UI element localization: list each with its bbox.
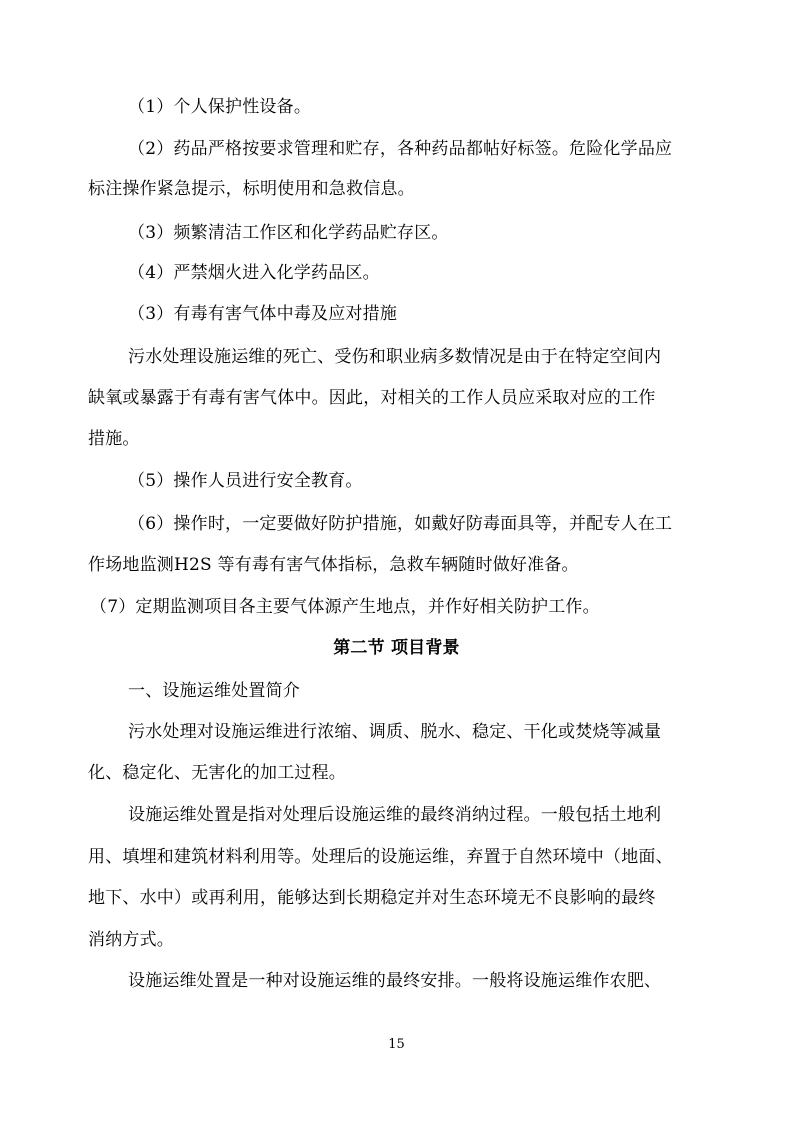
list-item-3: （3）频繁清洁工作区和化学药品贮存区。 <box>128 223 449 243</box>
list-item-7: （7）定期监测项目各主要气体源产生地点，并作好相关防护工作。 <box>90 597 600 617</box>
list-item-4: （4）严禁烟火进入化学药品区。 <box>128 263 380 283</box>
paragraph-line: 设施运维处置是一种对设施运维的最终安排。一般将设施运维作农肥、 <box>128 971 662 991</box>
subsection-heading: 一、设施运维处置简介 <box>128 681 300 701</box>
list-item-6: （6）操作时，一定要做好防护措施，如戴好防毒面具等，并配专人在工 <box>128 514 673 534</box>
paragraph-line: 消纳方式。 <box>88 930 174 950</box>
paragraph-line: 污水处理对设施运维进行浓缩、调质、脱水、稳定、干化或焚烧等减量 <box>128 722 662 742</box>
list-item-2-cont: 标注操作紧急提示，标明使用和急救信息。 <box>88 179 415 199</box>
paragraph-line: 设施运维处置是指对处理后设施运维的最终消纳过程。一般包括土地利 <box>128 805 662 825</box>
paragraph-line: 化、稳定化、无害化的加工过程。 <box>88 763 346 783</box>
section-heading: 第二节 项目背景 <box>333 638 460 658</box>
paragraph-line: 措施。 <box>88 429 140 449</box>
paragraph-line: 地下、水中）或再利用，能够达到长期稳定并对生态环境无不良影响的最终 <box>88 888 656 908</box>
page-number: 15 <box>388 1037 405 1052</box>
list-item-5: （5）操作人员进行安全教育。 <box>128 471 363 491</box>
list-item-2: （2）药品严格按要求管理和贮存，各种药品都帖好标签。危险化学品应 <box>128 139 673 159</box>
list-item-6-cont: 作场地监测H2S 等有毒有害气体指标，急救车辆随时做好准备。 <box>88 555 579 575</box>
paragraph-line: 用、填埋和建筑材料利用等。处理后的设施运维，弃置于自然环境中（地面、 <box>88 847 673 867</box>
subheading-toxic-gas: （3）有毒有害气体中毒及应对措施 <box>128 304 398 324</box>
list-item-1: （1）个人保护性设备。 <box>128 97 312 117</box>
paragraph-line: 污水处理设施运维的死亡、受伤和职业病多数情况是由于在特定空间内 <box>128 347 662 367</box>
paragraph-line: 缺氧或暴露于有毒有害气体中。因此，对相关的工作人员应采取对应的工作 <box>88 388 656 408</box>
